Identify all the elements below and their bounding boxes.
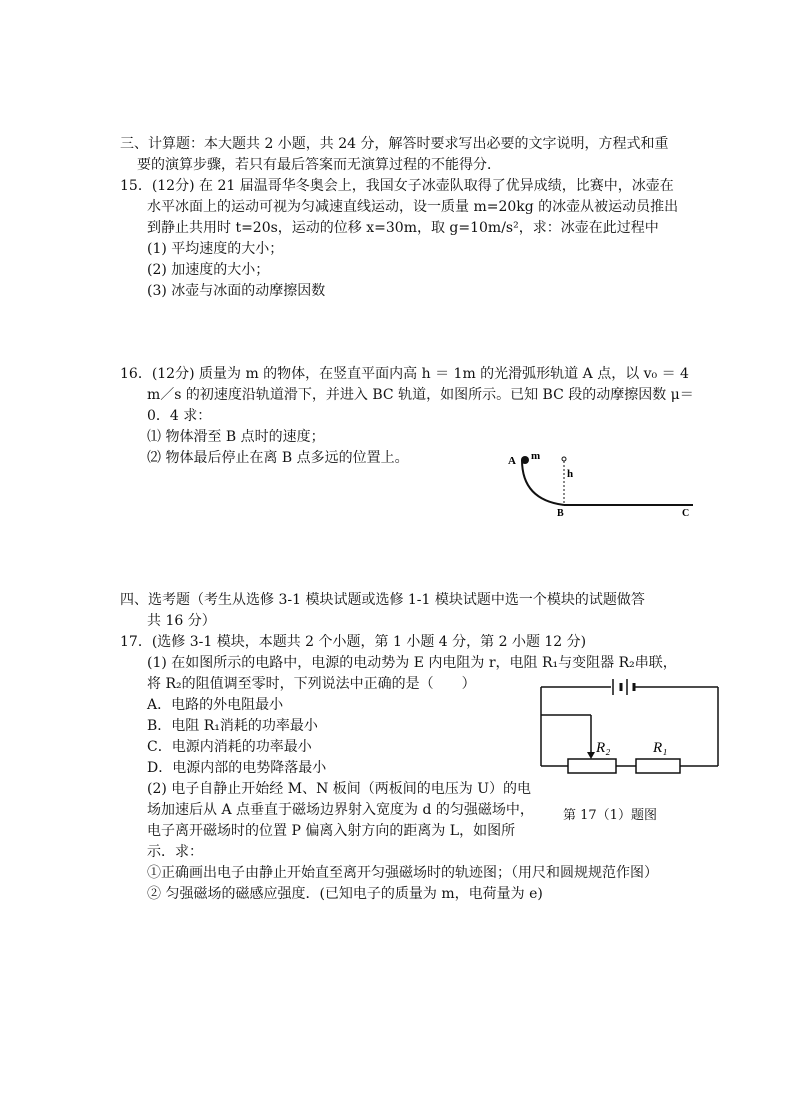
q17-option-c: C．电源内消耗的功率最小 [147,739,312,755]
q17-p2-line4: 示．求： [147,844,203,860]
section4-heading-line1: 四、选考题（考生从选修 3-1 模块试题或选修 1-1 模块试题中选一个模块的试题做答 [120,592,645,608]
q16-line2: m／s 的初速度沿轨道滑下，并进入 BC 轨道，如图所示。已知 BC 段的动摩擦因数 μ＝ [147,387,694,403]
mass-dot [521,456,529,464]
q15-line2: 水平冰面上的运动可视为匀减速直线运动，设一质量 m=20kg 的冰壶从被运动员推出 [147,199,679,215]
q17-p2-line3: 电子离开磁场时的位置 P 偏离入射方向的距离为 L，如图所 [147,823,516,839]
q17-figure-caption: 第 17（1）题图 [563,808,657,823]
q15-line1: 15．(12分) 在 21 届温哥华冬奥会上，我国女子冰壶队取得了优异成绩，比赛中，冰壶在 [120,178,674,194]
label-r1: R₁ [653,740,668,756]
height-top-marker [562,457,566,461]
q17-line1: 17．(选修 3-1 模块，本题共 2 个小题，第 1 小题 4 分，第 2 小题 12 分) [120,634,587,650]
q16-track-figure [500,445,700,520]
q17-p2-item2: ② 匀强磁场的磁感应强度．(已知电子的质量为 m，电荷量为 e) [147,886,543,902]
q17-circuit-figure [535,675,725,783]
label-a: A [508,455,516,467]
q15-item-2: (2) 加速度的大小； [147,262,270,278]
resistor-r1 [636,759,680,773]
label-r2: R₂ [596,740,611,756]
section3-heading-line2: 要的演算步骤，若只有最后答案而无演算过程的不能得分． [137,157,501,173]
slider-arrow-icon [587,752,595,759]
q16-item-1: ⑴ 物体滑至 B 点时的速度； [147,429,325,445]
q17-p2-line1: (2) 电子自静止开始经 M、N 板间（两板间的电压为 U）的电 [147,781,532,797]
q16-line3: 0．4 求： [147,408,212,424]
label-b: B [557,508,564,519]
q15-item-1: (1) 平均速度的大小； [147,241,284,257]
q17-p2-item1: ①正确画出电子由静止开始直至离开匀强磁场时的轨迹图；（用尺和圆规规范作图） [147,865,658,881]
q17-p1-line2: 将 R₂的阻值调至零时，下列说法中正确的是（ ） [147,676,476,692]
q16-line1: 16．(12分) 质量为 m 的物体，在竖直平面内高 h ＝ 1m 的光滑弧形轨道 A 点，以 v₀ ＝ 4 [120,366,689,382]
q16-item-2: ⑵ 物体最后停止在离 B 点多远的位置上。 [147,450,409,466]
rheostat-r2 [568,759,616,773]
label-m: m [531,450,541,462]
arc-track [522,460,564,505]
section3-heading-line1: 三、计算题：本大题共 2 小题，共 24 分，解答时要求写出必要的文字说明，方程式和重 [120,136,669,152]
label-c: C [682,508,690,519]
label-h: h [567,468,574,480]
q17-option-a: A．电路的外电阻最小 [147,697,284,713]
q15-line3: 到静止共用时 t=20s，运动的位移 x=30m，取 g=10m/s²，求：冰壶在此过程中 [147,220,659,236]
q17-p2-line2: 场加速后从 A 点垂直于磁场边界射入宽度为 d 的匀强磁场中， [147,802,534,818]
q17-p1-line1: (1) 在如图所示的电路中，电源的电动势为 E 内电阻为 r，电阻 R₁与变阻器 R₂串联， [147,655,677,671]
q17-option-d: D．电源内部的电势降落最小 [147,760,327,776]
q15-item-3: (3) 冰壶与冰面的动摩擦因数 [147,283,326,299]
q17-option-b: B．电阻 R₁消耗的功率最小 [147,718,318,734]
section4-heading-line2: 共 16 分） [147,613,216,629]
